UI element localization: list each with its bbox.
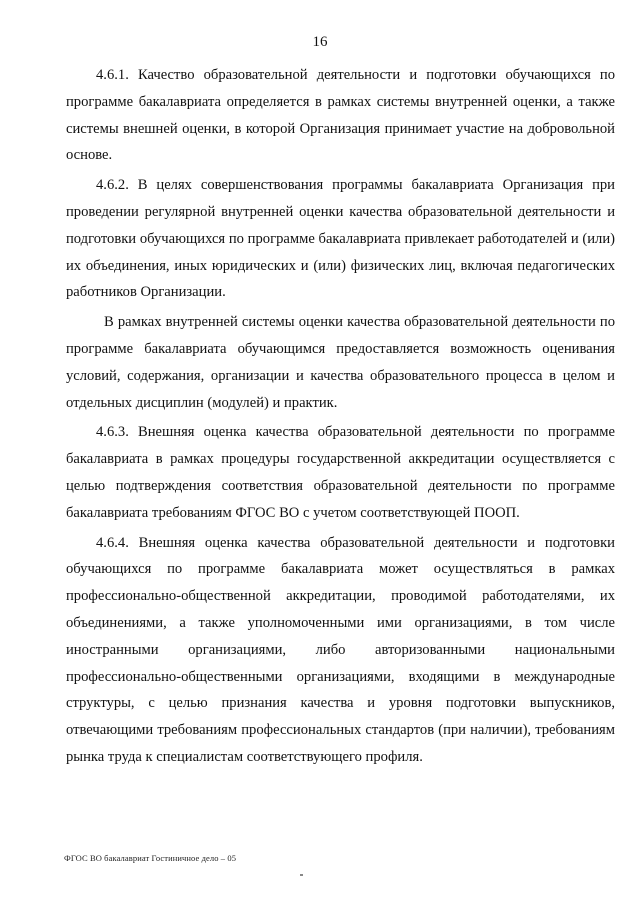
paragraph-4-6-3: 4.6.3. Внешняя оценка качества образовательной деятельности по программе бакалавриата в рамках процедуры государственной аккредитации осуществляется с целью подтверждения соответствия образовательной деятельности по программе бакалавриата требованиям ФГОС ВО с учетом соответствующей ПООП. bbox=[66, 424, 615, 521]
scan-artifact bbox=[300, 874, 303, 876]
document-body bbox=[66, 62, 615, 774]
page-number: 16 bbox=[312, 34, 328, 50]
paragraph-internal-assessment: В рамках внутренней системы оценки качества образовательной деятельности по программе бакалавриата обучающимся предоставляется возможность оценивания условий, содержания, организации и качества образовательного процесса в целом и отдельных дисциплин (модулей) и практик. bbox=[66, 314, 615, 411]
paragraph-4-6-2: 4.6.2. В целях совершенствования программы бакалавриата Организация при проведении регулярной внутренней оценки качества образовательной деятельности и подготовки обучающихся по программе бакалавриата привлекает работодателей и (или) их объединения, иных юридических и (или) физических лиц, включая педагогических работников Организации. bbox=[66, 177, 615, 301]
page-footer: ФГОС ВО бакалавриат Гостиничное дело – 05 bbox=[64, 853, 237, 863]
paragraph-4-6-4: 4.6.4. Внешняя оценка качества образовательной деятельности и подготовки обучающихся по программе бакалавриата может осуществляться в рамках профессионально-общественной аккредитации, проводимой работодателями, их объединениями, а также уполномоченными ими организациями, в том числе иностранными организациями, либо авторизованными национальными профессионально-общественными организациями, входящими в международные структуры, с целью признания качества и уровня подготовки выпускников, отвечающими требованиям профессиональных стандартов (при наличии), требованиям рынка труда к специалистам соответствующего профиля. bbox=[66, 534, 615, 765]
paragraph-4-6-1: 4.6.1. Качество образовательной деятельности и подготовки обучающихся по программе бакалавриата определяется в рамках системы внутренней оценки, а также системы внешней оценки, в которой Организация принимает участие на добровольной основе. bbox=[66, 67, 615, 164]
